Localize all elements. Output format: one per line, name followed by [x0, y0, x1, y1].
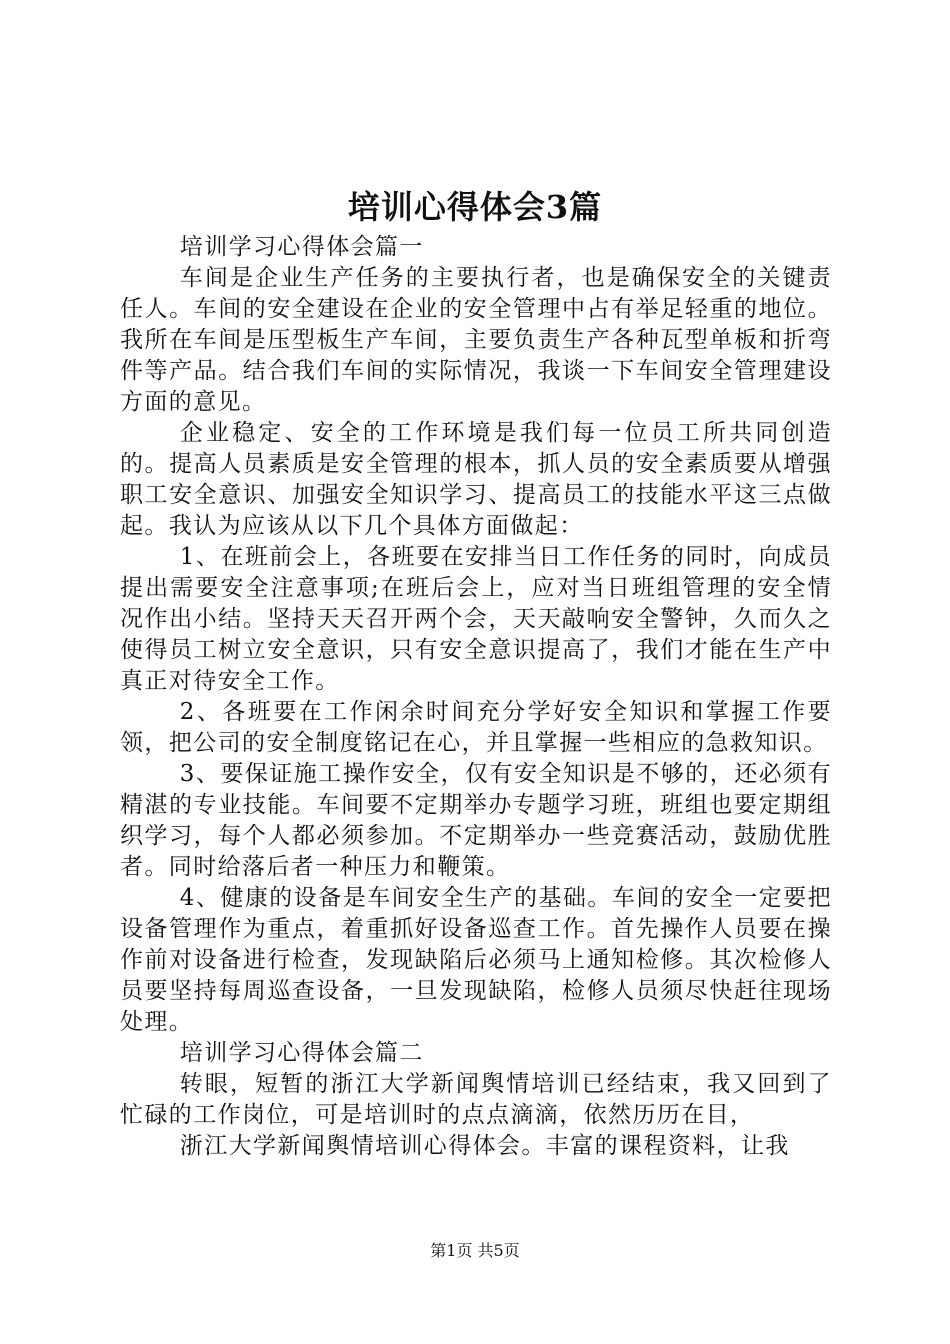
list-item-3: 3、要保证施工操作安全，仅有安全知识是不够的，还必须有精湛的专业技能。车间要不定期举办专题学习班，班组也要定期组织学习，每个人都必须参加。不定期举办一些竞赛活动，鼓励优胜者。同时给落后者一种压力和鞭策。	[120, 761, 832, 880]
paragraph: 车间是企业生产任务的主要执行者，也是确保安全的关键责任人。车间的安全建设在企业的安全管理中占有举足轻重的地位。我所在车间是压型板生产车间，主要负责生产各种瓦型单板和折弯件等产品。结合我们车间的实际情况，我谈一下车间安全管理建设方面的意见。	[120, 265, 832, 415]
list-item-2: 2、各班要在工作闲余时间充分学好安全知识和掌握工作要领，把公司的安全制度铭记在心，并且掌握一些相应的急救知识。	[120, 699, 832, 756]
page-footer: 第1页 共5页	[430, 1241, 520, 1260]
paragraph: 浙江大学新闻舆情培训心得体会。丰富的课程资料，让我	[179, 1133, 790, 1159]
paragraph: 转眼，短暂的浙江大学新闻舆情培训已经结束，我又回到了忙碌的工作岗位，可是培训时的点点滴滴，依然历历在目，	[120, 1071, 832, 1128]
list-item-4: 4、健康的设备是车间安全生产的基础。车间的安全一定要把设备管理作为重点，着重抓好设备巡查工作。首先操作人员要在操作前对设备进行检查，发现缺陷后必须马上通知检修。其次检修人员要坚持每周巡查设备，一旦发现缺陷，检修人员须尽快赶往现场处理。	[120, 885, 832, 1035]
section-heading-1: 培训学习心得体会篇一	[179, 234, 424, 260]
paragraph: 企业稳定、安全的工作环境是我们每一位员工所共同创造的。提高人员素质是安全管理的根本，抓人员的安全素质要从增强职工安全意识、加强安全知识学习、提高员工的技能水平这三点做起。我认为应该从以下几个具体方面做起：	[120, 420, 832, 539]
document-body	[120, 232, 832, 1162]
list-item-1: 1、在班前会上，各班要在安排当日工作任务的同时，向成员提出需要安全注意事项;在班后会上，应对当日班组管理的安全情况作出小结。坚持天天召开两个会，天天敲响安全警钟，久而久之使得员工树立安全意识，只有安全意识提高了，我们才能在生产中真正对待安全工作。	[120, 544, 832, 694]
section-heading-2: 培训学习心得体会篇二	[179, 1040, 424, 1066]
document-title: 培训心得体会3篇	[347, 188, 603, 226]
